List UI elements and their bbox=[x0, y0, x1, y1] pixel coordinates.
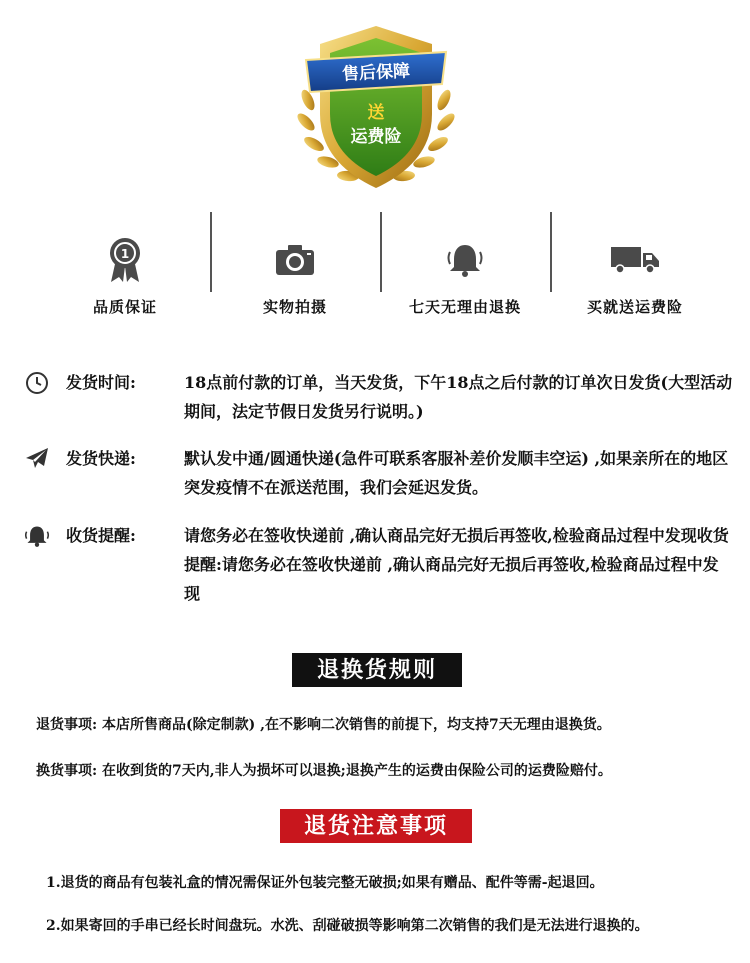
medal-icon bbox=[105, 236, 145, 284]
svg-text:1: 1 bbox=[120, 247, 130, 261]
feature-label: 实物拍摄 bbox=[262, 298, 327, 316]
feature-shipping-insurance bbox=[550, 212, 720, 322]
feature-label: 买就送运费险 bbox=[586, 298, 683, 316]
info-text: 默认发中通/圆通快递(急件可联系客服补差价发顺丰空运) ,如果亲所在的地区突发疫情不在派送范围，我们会延迟发货。 bbox=[184, 449, 729, 497]
bell-icon bbox=[24, 523, 50, 549]
after-sales-badge bbox=[292, 22, 460, 194]
feature-label: 七天无理由退换 bbox=[408, 298, 521, 316]
info-label: 发货时间: bbox=[66, 373, 136, 392]
info-label: 收货提醒: bbox=[66, 526, 136, 545]
returns-rules-title: 退换货规则 bbox=[292, 653, 462, 687]
feature-return bbox=[380, 212, 550, 322]
returns-notes-title: 退货注意事项 bbox=[280, 809, 472, 843]
bell-icon bbox=[446, 242, 484, 278]
feature-row bbox=[40, 212, 720, 322]
rule-exchange-item: 换货事项: 在收到货的7天内,非人为损坏可以退换;退换产生的运费由保险公司的运费险赔付。 bbox=[36, 763, 612, 779]
camera-icon bbox=[275, 244, 315, 276]
feature-label: 品质保证 bbox=[92, 298, 157, 316]
info-shipping-time bbox=[24, 368, 734, 426]
clock-icon bbox=[25, 371, 49, 395]
info-courier bbox=[24, 444, 734, 502]
info-text: 18点前付款的订单，当天发货，下午18点之后付款的订单次日发货(大型活动期间，法定节假日发货另行说明。) bbox=[184, 373, 733, 421]
rule-return-item: 退货事项: 本店所售商品(除定制款) ,在不影响二次销售的前提下，均支持7天无理由退换货。 bbox=[36, 717, 611, 733]
note-item-2: 2.如果寄回的手串已经长时间盘玩。水洗、刮碰破损等影响第二次销售的我们是无法进行退换的。 bbox=[46, 918, 649, 934]
feature-photo bbox=[210, 212, 380, 322]
badge-line-1: 送 bbox=[367, 103, 385, 123]
truck-icon bbox=[610, 245, 660, 275]
plane-icon bbox=[24, 446, 50, 472]
info-text: 请您务必在签收快递前 ,确认商品完好无损后再签收,检验商品过程中发现收货提醒:请您务必在签收快递前 ,确认商品完好无损后再签收,检验商品过程中发现 bbox=[184, 526, 729, 603]
note-item-1: 1.退货的商品有包装礼盒的情况需保证外包装完整无破损;如果有赠品、配件等需-起退回。 bbox=[46, 875, 604, 891]
info-label: 发货快递: bbox=[66, 449, 136, 468]
info-receipt-reminder bbox=[24, 521, 734, 608]
badge-ribbon-text: 售后保障 bbox=[341, 61, 411, 85]
badge-line-2: 运费险 bbox=[350, 127, 402, 147]
feature-quality bbox=[40, 212, 210, 322]
